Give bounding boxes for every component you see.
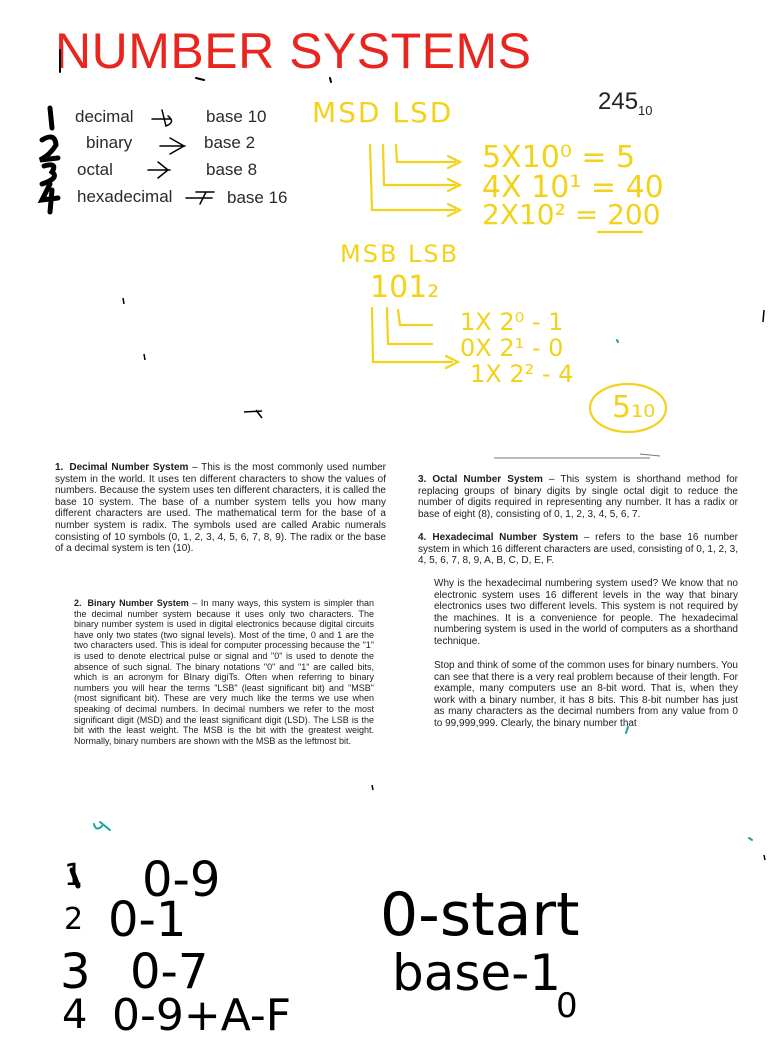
- base-name-binary: binary: [86, 133, 133, 152]
- binary-result: 5₁₀: [612, 390, 656, 425]
- msd-lsd-label: MSD LSD: [312, 96, 454, 129]
- octal-section-heading: Octal Number System: [432, 474, 543, 485]
- binary-step-2: 0X 2¹ - 0: [460, 334, 564, 362]
- example-number-subscript: 10: [638, 102, 653, 118]
- decimal-step-3: 2X10² = 200: [482, 198, 661, 231]
- binary-step-1: 1X 2⁰ - 1: [460, 308, 564, 336]
- binary-section-heading: Binary Number System: [87, 598, 189, 608]
- range-number-1: 1: [64, 858, 84, 893]
- base-name-decimal: decimal: [75, 107, 134, 126]
- range-binary: 0-1: [108, 892, 187, 948]
- rule-start: 0-start: [380, 880, 580, 950]
- page-title: NUMBER SYSTEMS: [55, 23, 532, 79]
- base-value-decimal: base 10: [206, 107, 267, 126]
- range-octal: 0-7: [130, 944, 209, 1000]
- hexadecimal-section-heading: Hexadecimal Number System: [432, 532, 579, 543]
- decimal-step-1: 5X10⁰ = 5: [482, 140, 636, 175]
- stop-think-paragraph: Stop and think of some of the common uses for binary numbers. You can see that there is a very real problem because of their length. For example, many computers use an 8-bit word. That is, when they work with a binary number, it has 8 bits. This 8-bit number has just as many characters as the decimal numbers from any value from 0 to 99,999,999. Clearly, the binary number that: [434, 660, 738, 729]
- why-hex-paragraph: Why is the hexadecimal numbering system used? We know that no electronic system uses 16 different levels in the way that binary electronics uses two different levels. This system is not required by the machines. It is a convenience for people. The hexadecimal numbering system is used in the world of computers as a shorthand technique.: [434, 578, 738, 647]
- circle-zero: 0: [556, 986, 578, 1026]
- hexadecimal-section: [418, 532, 738, 567]
- example-number-value: 245: [598, 88, 639, 115]
- binary-section-number: 2.: [74, 598, 82, 608]
- hexadecimal-section-number: 4.: [418, 532, 427, 543]
- decimal-step-2: 4X 10¹ = 40: [482, 170, 664, 205]
- hexadecimal-section-body: – refers to the base 16 number system in which 16 different characters are used, consisting of 0, 1, 2, 3, 4, 5, 6, 7, 8, 9, A, B, C, D, E, F.: [418, 532, 738, 567]
- range-decimal: 0-9: [142, 852, 221, 908]
- range-hexadecimal: 0-9+A-F: [112, 990, 292, 1041]
- example-number: [598, 88, 653, 118]
- decimal-section: [55, 462, 386, 555]
- range-number-3: 3: [60, 944, 91, 1000]
- rule-end: base-1: [392, 944, 562, 1002]
- range-number-4: 4: [62, 992, 88, 1038]
- octal-section-number: 3.: [418, 474, 427, 485]
- base-name-hexadecimal: hexadecimal: [77, 187, 173, 206]
- binary-number: 101₂: [370, 270, 440, 305]
- binary-section-body: – In many ways, this system is simpler than the decimal number system because it uses only two characters. The binary number system is used in digital electronics because digital circuits have only two states (two signal levels). Most of the time, 0 and 1 are the two characters used. This is ideal for computer processing because the "1" is used to denote electrical pulse or signal and "0" is used to denote the absence of such signal. The binary notations "0" and "1" are called bits, which is an acronym for BInary digiTs. Often when referring to binary numbers you will hear the terms "LSB" (least significant bit) and "MSB" (most significant bit). These are very much like the terms we use when speaking of decimal numbers. In decimal numbers we refer to the most significant digit (MSD) and the least significant digit (LSD). The LSB is the bit with the least weight. The MSB is the bit with the greatest weight. Normally, binary numbers are shown with the MSB as the leftmost bit.: [74, 598, 374, 746]
- base-value-octal: base 8: [206, 160, 258, 179]
- octal-section: [418, 474, 738, 520]
- binary-step-3: 1X 2² - 4: [470, 360, 574, 388]
- decimal-section-heading: Decimal Number System: [69, 462, 189, 473]
- base-value-binary: base 2: [204, 133, 256, 152]
- msb-lsb-label: MSB LSB: [340, 240, 460, 268]
- binary-section: [74, 598, 374, 746]
- decimal-section-body: – This is the most commonly used number system in the world. It uses ten different characters to show the values of numbers. Because the system uses ten different characters, it is called the base 10 system. The base of a number system tells you how many different characters are used. The mathematical term for the base of a number system is radix. The symbols used are called Arabic numerals consisting of 10 symbols (0, 1, 2, 3, 4, 5, 6, 7, 8, 9). The radix or the base of a decimal system is ten (10).: [55, 462, 386, 555]
- decimal-section-number: 1.: [55, 462, 64, 473]
- base-name-octal: octal: [77, 160, 113, 179]
- base-value-hexadecimal: base 16: [227, 188, 288, 207]
- range-number-2: 2: [64, 902, 84, 937]
- octal-section-body: – This system is shorthand method for replacing groups of binary digits by single octal digit to reduce the number of digits required in representing any number. It has a radix or base of eight (8), consisting of 0, 1, 2, 3, 4, 5, 6, 7.: [418, 474, 738, 520]
